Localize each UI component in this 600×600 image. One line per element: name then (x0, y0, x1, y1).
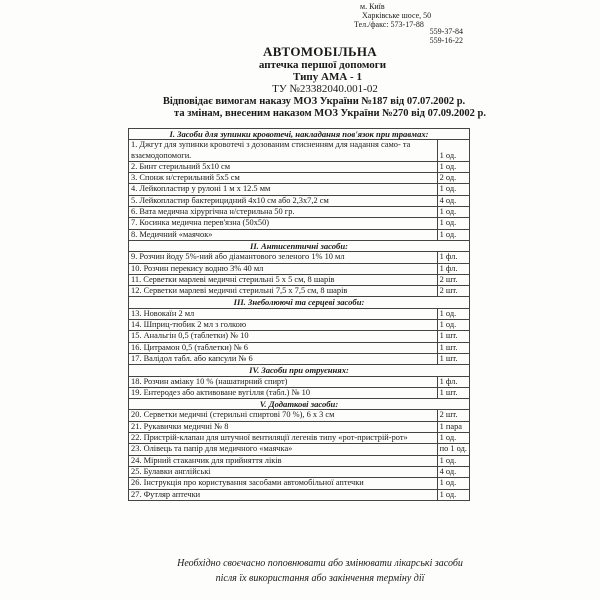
item-quantity: 1 од. (437, 478, 469, 489)
item-quantity: 1 пара (437, 421, 469, 432)
item-quantity: 1 од. (437, 229, 469, 240)
table-row (129, 466, 470, 477)
table-row (129, 353, 470, 364)
item-quantity: 4 од. (437, 195, 469, 206)
contact-phone: 559-16-22 (429, 35, 463, 45)
section-header-row (129, 129, 470, 140)
section-title: V. Додаткові засоби: (129, 399, 470, 410)
table-row (129, 263, 470, 274)
table-row (129, 308, 470, 319)
document-subtitle: аптечка першої допомоги (258, 59, 387, 71)
item-quantity: 1 од. (437, 308, 469, 319)
item-name: 1. Джгут для зупинки кровотечі з дозованим стисненням для надання само- та взаємодопомоги. (129, 140, 438, 162)
section-header-row (129, 365, 470, 376)
item-quantity: 2 од. (437, 173, 469, 184)
table-row (129, 387, 470, 398)
section-header-row (129, 297, 470, 308)
table-row (129, 218, 470, 229)
footer-line-1: Необхідно своєчасно поповнювати або змінювати лікарські засоби (177, 558, 463, 569)
table-row (129, 331, 470, 342)
table-row (129, 455, 470, 466)
item-quantity: 2 шт. (437, 410, 469, 421)
item-quantity: 1 од. (437, 218, 469, 229)
item-name: 4. Лейкопластир у рулоні 1 м х 12.5 мм (129, 184, 438, 195)
kit-type: Типу АМА - 1 (293, 71, 362, 83)
item-quantity: 1 од. (437, 207, 469, 218)
table-row (129, 320, 470, 331)
item-name: 19. Ентеродез або активоване вугілля (табл.) № 10 (129, 387, 438, 398)
contact-block (354, 2, 470, 29)
contact-phone: 559-37-84 (429, 27, 463, 36)
item-quantity: 4 од. (437, 466, 469, 477)
item-name: 10. Розчин перекису водню 3% 40 мл (129, 263, 438, 274)
table-row (129, 478, 470, 489)
item-name: 17. Валідол табл. або капсули № 6 (129, 353, 438, 364)
item-name: 8. Медичний «маячок» (129, 229, 438, 240)
item-quantity: 1 шт. (437, 353, 469, 364)
item-quantity: 1 од. (437, 489, 469, 500)
item-quantity: 1 од. (437, 140, 469, 162)
item-quantity: 1 од. (437, 455, 469, 466)
item-quantity: 1 од. (437, 433, 469, 444)
item-name: 15. Анальгін 0,5 (таблетки) № 10 (129, 331, 438, 342)
item-name: 5. Лейкопластир бактерицидний 4х10 см або 2,3х7,2 см (129, 195, 438, 206)
table-row (129, 489, 470, 500)
item-quantity: 1 шт. (437, 387, 469, 398)
item-quantity: 1 шт. (437, 331, 469, 342)
section-title: ІІІ. Знеболюючі та серцеві засоби: (129, 297, 470, 308)
item-name: 11. Серветки марлеві медичні стерильні 5 х 5 см, 8 шарів (129, 274, 438, 285)
item-quantity: 1 фл. (437, 252, 469, 263)
table-row (129, 342, 470, 353)
item-quantity: 1 фл. (437, 263, 469, 274)
table-row (129, 161, 470, 172)
table-row (129, 410, 470, 421)
item-name: 23. Олівець та папір для медичного «маячка» (129, 444, 438, 455)
item-quantity: 1 од. (437, 161, 469, 172)
item-name: 26. Інструкція про користування засобами автомобільної аптечки (129, 478, 438, 489)
table-row (129, 173, 470, 184)
section-title: І. Засоби для зупинки кровотечі, накладання пов'язок при травмах: (129, 129, 470, 140)
table-row (129, 433, 470, 444)
item-name: 22. Пристрій-клапан для штучної вентиляції легенів типу «рот-пристрій-рот» (129, 433, 438, 444)
item-name: 12. Серветки марлеві медичні стерильні 7,5 х 7,5 см, 8 шарів (129, 286, 438, 297)
contact-street: Харківське шосе, 50 (362, 11, 432, 20)
item-name: 27. Футляр аптечки (129, 489, 438, 500)
table-row (129, 140, 470, 162)
table-row (129, 376, 470, 387)
item-name: 20. Серветки медичні (стерильні спиртові 70 %), 6 х 3 см (129, 410, 438, 421)
item-name: 14. Шприц-тюбик 2 мл з голкою (129, 320, 438, 331)
item-quantity: по 1 од. (437, 444, 469, 455)
table-row (129, 274, 470, 285)
kit-contents-table (128, 128, 470, 501)
item-quantity: 2 шт. (437, 286, 469, 297)
section-header-row (129, 240, 470, 251)
item-name: 2. Бинт стерильний 5х10 см (129, 161, 438, 172)
table-row (129, 229, 470, 240)
table-row (129, 207, 470, 218)
item-name: 9. Розчин йоду 5%-ний або діамантового зеленого 1% 10 мл (129, 252, 438, 263)
contact-city: м. Київ (360, 2, 385, 11)
compliance-line-2: та змінам, внесеним наказом МОЗ України №270 від 07.09.2002 р. (174, 108, 486, 119)
section-header-row (129, 399, 470, 410)
item-quantity: 2 шт. (437, 274, 469, 285)
contact-phones (430, 28, 463, 45)
item-name: 16. Цитрамон 0,5 (таблетки) № 6 (129, 342, 438, 353)
table-row (129, 286, 470, 297)
footer-note (0, 556, 600, 586)
section-title: ІІ. Антисептичні засоби: (129, 240, 470, 251)
item-quantity: 1 шт. (437, 342, 469, 353)
table-row (129, 195, 470, 206)
item-name: 24. Мірний стаканчик для прийняття ліків (129, 455, 438, 466)
item-quantity: 1 од. (437, 320, 469, 331)
item-name: 25. Булавки англійські (129, 466, 438, 477)
item-quantity: 1 од. (437, 184, 469, 195)
table-row (129, 252, 470, 263)
compliance-line-1: Відповідає вимогам наказу МОЗ України №187 від 07.07.2002 р. (162, 96, 466, 107)
item-quantity: 1 фл. (437, 376, 469, 387)
table-row (129, 421, 470, 432)
item-name: 13. Новокаїн 2 мл (129, 308, 438, 319)
tech-spec-number: ТУ №23382040.001-02 (272, 83, 378, 95)
item-name: 6. Вата медична хірургічна н/стерильна 50 гр. (129, 207, 438, 218)
item-name: 7. Косинка медична перев'язна (50х50) (129, 218, 438, 229)
title-block (0, 44, 600, 120)
item-name: 21. Рукавички медичні № 8 (129, 421, 438, 432)
item-name: 18. Розчин аміаку 10 % (нашатирний спирт) (129, 376, 438, 387)
document-title: АВТОМОБІЛЬНА (263, 44, 377, 59)
section-title: IV. Засоби при отруєннях: (129, 365, 470, 376)
footer-line-2: після їх використання або закінчення терміну дії (215, 573, 425, 584)
table-row (129, 444, 470, 455)
contact-telfax: Тел./факс: 573-17-88 (354, 20, 424, 29)
table-row (129, 184, 470, 195)
item-name: 3. Спонж н/стерильний 5х5 см (129, 173, 438, 184)
